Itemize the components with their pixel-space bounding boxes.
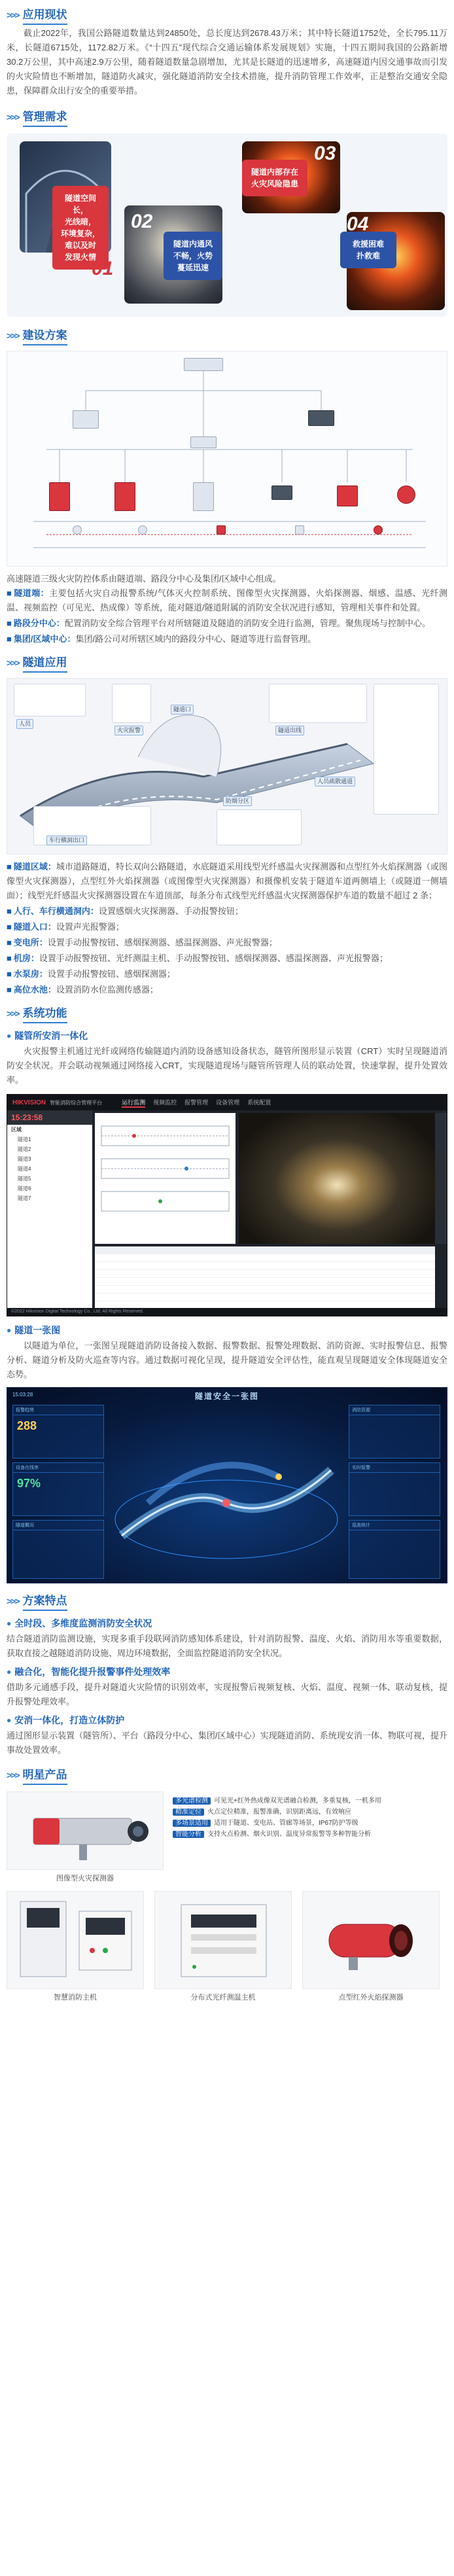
- need-label-1: 隧道空间长， 光线暗， 环境复杂， 难以及时 发现火情: [52, 186, 109, 270]
- panel-header: 消防资源: [349, 1405, 440, 1415]
- software-tab[interactable]: 设备管理: [216, 1099, 240, 1106]
- feature-head: [7, 1712, 447, 1729]
- panel-stat: 97%: [17, 1477, 41, 1490]
- control-room-card: [374, 684, 439, 815]
- tree-item[interactable]: 隧道1: [18, 1137, 31, 1142]
- section-title: 明星产品: [23, 1765, 67, 1785]
- spec-text: 可见光+红外热成像双光谱融合检测，多重复核，一机多用: [214, 1797, 381, 1805]
- software-tab[interactable]: 系统配置: [247, 1099, 271, 1106]
- product-caption: 分布式光纤测温主机: [190, 1994, 256, 2002]
- product-row-2: [7, 1891, 447, 2002]
- spec-label: 多场景适用: [173, 1820, 211, 1827]
- table-row[interactable]: [95, 1262, 435, 1270]
- section-title: 管理需求: [23, 107, 67, 127]
- tree-item[interactable]: 隧道4: [18, 1166, 31, 1172]
- product-card: [302, 1891, 440, 2002]
- subheader-f1: [7, 1027, 447, 1044]
- bullet-text: 设置手动报警按钮、感烟探测器；: [47, 969, 175, 979]
- label-fire-alarm: 火灾报警: [114, 726, 143, 735]
- chevrons-icon: >>>: [7, 1008, 19, 1019]
- chevrons-icon: >>>: [7, 1770, 19, 1780]
- chevrons-icon: >>>: [7, 10, 19, 20]
- feature-head: [7, 1663, 447, 1680]
- bullet-text: 设置手动报警按钮、感烟探测器、感温探测器、声光报警器；: [47, 938, 277, 947]
- bullet-icon: ■: [7, 588, 12, 598]
- product-card: [7, 1791, 164, 1883]
- software-clock: 15:23:58: [7, 1110, 92, 1125]
- floorplan-icon: [95, 1113, 236, 1244]
- software-tabs: [122, 1098, 279, 1108]
- label-person: 人员: [16, 719, 33, 729]
- section-title: 建设方案: [23, 326, 67, 345]
- bullet-icon: ■: [7, 938, 12, 947]
- bullet-head: 水泵房：: [13, 969, 48, 979]
- software-left-panel: [7, 1110, 92, 1316]
- app-bullet: [7, 920, 447, 934]
- need-label-3: 隧道内部存在 火灾风险隐患: [242, 160, 307, 196]
- tree-root[interactable]: 区域: [11, 1127, 22, 1133]
- product-caption: 图像型火灾探测器: [56, 1875, 114, 1882]
- nvr: [308, 410, 334, 426]
- bullet-icon: ■: [7, 906, 12, 916]
- fire-alarm-card: [112, 684, 151, 723]
- app-bullet: [7, 983, 447, 997]
- bullet-text: 设置感烟火灾探测器、手动报警按钮；: [98, 906, 243, 916]
- feature-text: 借助多元通感手段，提升对隧道火灾险情的识别效率，实现报警后视频复核、火焰、温度、视频一体、联动复核，提升报警处理效率。: [7, 1682, 447, 1706]
- bigscreen-panel: [349, 1520, 440, 1579]
- bullet-head: 隧道端：: [14, 588, 50, 598]
- alarm-device-card: [14, 684, 86, 716]
- spec-text: 支持火点检测、烟火识别、温度异常报警等多种智能分析: [207, 1831, 371, 1838]
- label-evac: 人员疏散通道: [315, 777, 355, 786]
- section-header-app: [7, 652, 447, 674]
- heat-detector: [138, 525, 147, 535]
- bullet-text: 集团/路公司对所辖区域内的路段分中心、隧道等进行监督管理。: [75, 634, 317, 644]
- need-number-1: 01: [92, 258, 114, 279]
- dot-icon: ●: [7, 1031, 12, 1040]
- software-subtitle: 智能消防综合管理平台: [50, 1099, 103, 1106]
- label-smoke-zone: 防烟分区: [223, 796, 252, 806]
- app-bullets: [7, 860, 447, 997]
- need-label-2: 隧道内通风 不畅，火势 蔓延迅速: [164, 232, 222, 280]
- product-card: [154, 1891, 292, 2002]
- camera-card: [269, 684, 367, 723]
- flame-detector-icon: [303, 1892, 439, 1988]
- table-row[interactable]: [95, 1270, 435, 1278]
- bigscreen-time: 15:03:28: [12, 1392, 33, 1398]
- feature-text: 通过图形显示装置（隧管所）、平台（路段分中心、集团/区域中心）实现隧道消防、系统现安消一体、物联可视，提升事故处置效率。: [7, 1731, 447, 1755]
- spec-text: 火点定位精准，报警准确，识别距离远，有效响应: [207, 1808, 351, 1816]
- spec-line: [173, 1829, 447, 1840]
- panel-header: 隧道概况: [13, 1521, 103, 1530]
- bullet-head: 隧道区域：: [13, 862, 56, 872]
- bullet-icon: ■: [7, 953, 12, 963]
- chevrons-icon: >>>: [7, 112, 19, 122]
- section-header-products: [7, 1764, 447, 1786]
- status-paragraph: 截止2022年，我国公路隧道数量达到24850处，总长度达到2678.43万米；其中特长隧道1752处，全长795.11万米，长隧道6715处，1172.82万米。《“十四五”现代综合交通运输体系发展规划》实施，十四五期间我国的公路新增30.2万公里，其中高速2.9万公里，随着隧道数量急剧增加，尤其是长隧道的迅速增多，高速隧道内因交通事故而引发的火灾险情也不断增加，隧道防火减灾，强化隧道消防安全技术措施，提升消防管理工作效率，正是整治交通安全隐患，保障群众出行安全的重要举措。: [7, 28, 447, 96]
- tree-item[interactable]: 隧道7: [18, 1195, 31, 1201]
- smoke-detector: [73, 525, 82, 535]
- dot-icon: ●: [7, 1326, 12, 1335]
- manual-call-point: [217, 525, 226, 535]
- module: [295, 525, 304, 535]
- bigscreen-title: 隧道安全一张图: [194, 1392, 260, 1401]
- chevrons-icon: >>>: [7, 1596, 19, 1606]
- control-cabinet: [193, 482, 214, 511]
- panel-header: 设备在线率: [13, 1463, 103, 1473]
- product-image: [302, 1891, 440, 1989]
- bullet-icon: ■: [7, 922, 12, 932]
- water-card: [217, 809, 302, 845]
- tunnel-3d-map-icon: [109, 1405, 344, 1581]
- table-header: [95, 1246, 435, 1254]
- bullet-icon: ■: [7, 862, 12, 872]
- section-title: 方案特点: [23, 1591, 67, 1611]
- chevrons-icon: >>>: [7, 658, 19, 668]
- bullet-icon: ■: [7, 985, 12, 995]
- alarm-bell: [397, 485, 415, 504]
- app-bullet: [7, 904, 447, 919]
- bullet-text: 设置消防水位监测传感器；: [56, 985, 158, 995]
- software-tab[interactable]: 运行监测: [122, 1098, 145, 1108]
- bullet-icon: ■: [7, 969, 12, 979]
- spec-line: [173, 1818, 447, 1829]
- bullet-head: 机房：: [13, 953, 39, 963]
- panel-header: 巡查统计: [349, 1521, 440, 1530]
- product-image: [7, 1791, 164, 1870]
- camera: [271, 485, 292, 500]
- bigscreen-panel: [12, 1520, 104, 1579]
- bullet-head: 路段分中心：: [13, 618, 65, 628]
- product-card: [7, 1891, 144, 2002]
- tree-item[interactable]: 隧道3: [18, 1156, 31, 1162]
- need-label-4: 救援困难 扑救难: [340, 232, 396, 268]
- bullet-icon: ■: [7, 618, 12, 628]
- bullet-head: 集团/区域中心：: [13, 634, 76, 644]
- bullet-text: 配置消防安全综合管理平台对所辖隧道及隧道的消防安全进行监测，管理。聚焦现场与控制中心。: [64, 618, 430, 628]
- bullet-icon: ■: [7, 634, 12, 644]
- bullet-head: 变电所：: [13, 938, 48, 947]
- fire-device: [337, 485, 358, 506]
- bullet-head: 人行、车行横通洞内：: [13, 906, 99, 916]
- big-screen-dashboard: [7, 1387, 447, 1583]
- fire-host-icon: [7, 1892, 143, 1988]
- table-row[interactable]: [95, 1278, 435, 1286]
- page: [0, 4, 454, 2002]
- bullet-head: 高位水池：: [13, 985, 56, 995]
- spec-line: [173, 1807, 447, 1818]
- topology-diagram: [7, 351, 447, 567]
- bullet-head: 隧道入口：: [13, 922, 56, 932]
- need-number-2: 02: [131, 211, 153, 232]
- bullet-text: 主要包括火灾自动报警系统/气体灭火控制系统、图像型火灾探测器、火焰探测器、烟感、温感、光纤测温、视频监控（可见光、热成像）等系统，能对隧道/隧道附属的消防安全状况进行感知，管理相关事件和处置。: [7, 588, 447, 612]
- bullet-text: 城市道路隧道，特长双向公路隧道，水底隧道采用线型光纤感温火灾探测器和点型红外火焰探测器（或图像型火灾探测器），点型红外火焰探测器（或图像型火灾探测器）和摄像机安装于隧道车道两侧墙上（或隧道一侧墙面）；线型光纤感温火灾探测器设置在车道顶部，每条分布式线型光纤感温火灾探测器保护车道的数量不超过 2 条；: [7, 862, 447, 900]
- product-specs: [164, 1791, 447, 1883]
- thermal-camera-icon: [7, 1792, 163, 1869]
- table-row[interactable]: [95, 1286, 435, 1294]
- f2-paragraph: 以隧道为单位，一张图呈现隧道消防设备接入数据、报警数据、报警处理数据、消防资源、实时报警信息、报警分析、隧道分析及防火巡查等内容。通过数据可视化呈现，提升隧道安全评估性，能直观呈现隧道安全体现隧道安全态势。: [7, 1341, 447, 1379]
- feature-title: 全时段、多维度监测消防安全状况: [14, 1618, 152, 1629]
- product-row-1: [7, 1791, 447, 1883]
- need-number-3: 03: [314, 143, 336, 164]
- subheader-title: 隧管所安消一体化: [14, 1031, 88, 1041]
- tunnel-application-illustration: [7, 678, 447, 855]
- plan-bullet: [7, 616, 447, 631]
- sounder: [374, 525, 383, 535]
- product-image: [7, 1891, 144, 1989]
- fire-panel-2: [114, 482, 135, 511]
- bigscreen-panel: [12, 1462, 104, 1516]
- feature-text: 结合隧道消防监测设施，实现多重手段联网消防感知体系建设，针对消防报警、温度、火焰、消防用水等重要数据，获取直接之越隧道消防设施、周边环境数据，全面监控隧道消防安全状况。: [7, 1634, 447, 1658]
- software-right-toolbar: [435, 1113, 447, 1244]
- dot-icon: ●: [7, 1667, 12, 1676]
- tree-item[interactable]: 隧道6: [18, 1186, 31, 1191]
- panel-stat: 288: [17, 1419, 37, 1432]
- plan-intro: 高速隧道三级火灾防控体系由隧道端、路段分中心及集团/区域中心组成。: [7, 574, 281, 584]
- bullet-text: 设置手动报警按钮、光纤测温主机、手动报警按钮、感烟探测器、感温探测器、声光报警器；: [39, 953, 388, 963]
- section-title: 应用现状: [23, 5, 67, 25]
- product-caption: 智慧消防主机: [54, 1994, 97, 2002]
- section-header-features: [7, 1590, 447, 1612]
- software-tab[interactable]: 报警管理: [184, 1099, 209, 1106]
- chevrons-icon: >>>: [7, 330, 19, 341]
- label-tunnel-entry: 隧道口: [171, 705, 194, 715]
- topology-lines: [7, 351, 447, 567]
- spec-label: 精准定位: [173, 1808, 204, 1816]
- spec-text: 适用于隧道、变电站、管廊等场景，IP67防护等级: [214, 1820, 358, 1827]
- section-header-needs: [7, 106, 447, 128]
- spec-line: [173, 1795, 447, 1807]
- plan-bullet: [7, 632, 447, 646]
- app-bullet: [7, 936, 447, 950]
- feature-head: [7, 1615, 447, 1632]
- panel-header: 报警趋势: [13, 1405, 103, 1415]
- software-tab[interactable]: 视频监控: [153, 1099, 177, 1106]
- table-row[interactable]: [95, 1294, 435, 1301]
- section-header-status: [7, 4, 447, 26]
- app-bullet: [7, 951, 447, 966]
- bigscreen-panel: [349, 1405, 440, 1458]
- bigscreen-panel: [12, 1405, 104, 1458]
- feature-title: 融合化，智能化提升报警事件处理效率: [14, 1667, 171, 1677]
- tree-item[interactable]: 隧道2: [18, 1146, 31, 1152]
- app-bullet: [7, 860, 447, 903]
- table-row[interactable]: [95, 1254, 435, 1262]
- section-header-functions: [7, 1002, 447, 1025]
- software-brand: [12, 1099, 46, 1106]
- server: [73, 410, 99, 429]
- product-image: [154, 1891, 292, 1989]
- software-statusbar: ©2022 Hikvision Digital Technology Co., Ltd. All Rights Reserved.: [7, 1308, 447, 1316]
- need-number-4: 04: [347, 213, 369, 235]
- core-switch: [184, 358, 223, 371]
- app-bullet: [7, 967, 447, 981]
- dot-icon: ●: [7, 1716, 12, 1725]
- section-title: 系统功能: [23, 1004, 67, 1023]
- subheader-f2: [7, 1322, 447, 1339]
- spec-label: 多光谱检测: [173, 1797, 211, 1805]
- tree-item[interactable]: 隧道5: [18, 1176, 31, 1182]
- bigscreen-panel: [349, 1462, 440, 1516]
- fire-panel-1: [49, 482, 70, 511]
- plan-bullet: [7, 586, 447, 615]
- needs-illustration: [7, 133, 447, 317]
- label-tunnel-exit: 隧道出线: [275, 726, 304, 735]
- spec-label: 智能分析: [173, 1831, 204, 1838]
- software-video[interactable]: [239, 1113, 435, 1244]
- software-topbar: [7, 1095, 447, 1110]
- software-screenshot: [7, 1094, 447, 1316]
- subheader-title: 隧道一张图: [14, 1325, 61, 1335]
- fiber-host-icon: [155, 1892, 291, 1988]
- label-cross-exit: 车行横洞出口: [46, 836, 87, 845]
- dot-icon: ●: [7, 1619, 12, 1628]
- section-header-plan: [7, 325, 447, 347]
- bullet-text: 设置声光报警器；: [56, 922, 124, 932]
- feature-title: 安消一体化，打造立体防护: [14, 1715, 125, 1725]
- brand-logo: HIKVISION: [12, 1099, 46, 1106]
- software-event-table: [95, 1246, 435, 1308]
- section-title: 隧道应用: [23, 653, 67, 673]
- product-caption: 点型红外火焰探测器: [338, 1994, 404, 2002]
- panel-header: 实时报警: [349, 1463, 440, 1473]
- software-floorplan: [95, 1113, 236, 1244]
- access-switch: [190, 436, 217, 448]
- f1-paragraph: 火灾报警主机通过光纤或网络传输隧道内消防设备感知设备状态，隧管所图形显示装置（CRT）实时呈现隧道消防安全状况。并会联动视频通过网络接入CRT，实现隧道现场与隧管所管理人员的联动处置，快速掌握，提升处置效率。: [7, 1046, 447, 1085]
